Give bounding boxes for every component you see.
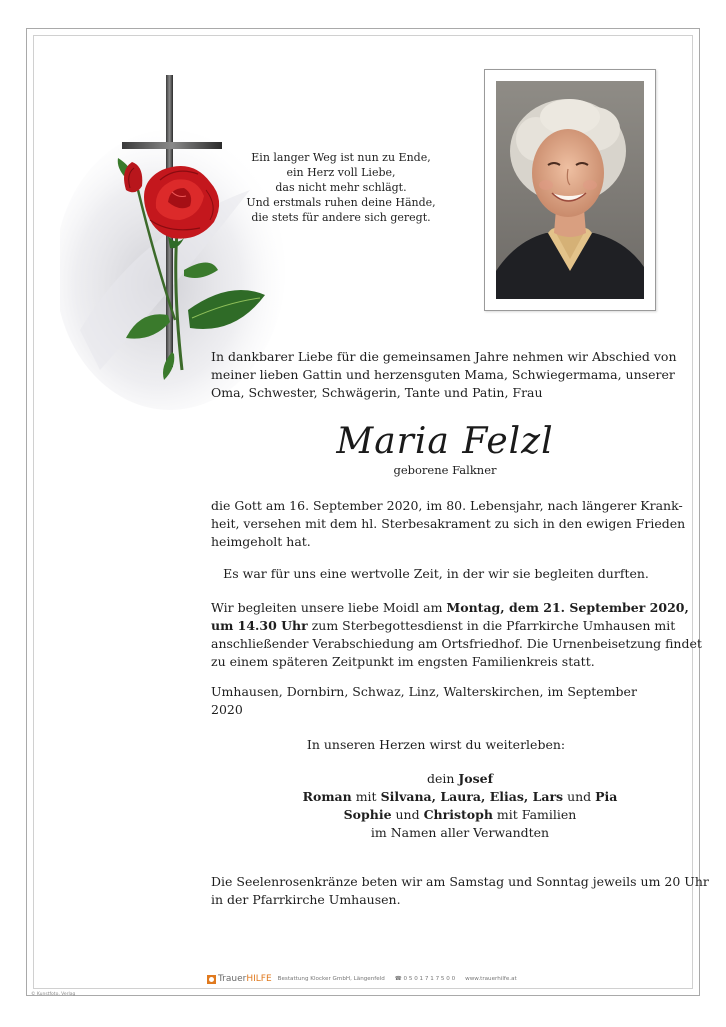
poem-line: Ein langer Weg ist nun zu Ende, bbox=[251, 151, 431, 164]
family-list bbox=[235, 770, 685, 842]
funeral-paragraph bbox=[211, 599, 702, 671]
text-span: mit Familien bbox=[492, 807, 577, 822]
text-line bbox=[211, 599, 689, 617]
family-line bbox=[235, 806, 685, 824]
poem bbox=[236, 150, 446, 225]
text-span: zum Sterbegottesdienst in die Pfarrkirche Umhausen mit bbox=[307, 618, 676, 633]
family-line bbox=[235, 770, 685, 788]
maiden-name: geborene Falkner bbox=[393, 463, 497, 477]
footer-url[interactable]: www.trauerhilfe.at bbox=[465, 976, 517, 982]
closing-line: In unseren Herzen wirst du weiterleben: bbox=[306, 737, 566, 752]
text-span: Wir begleiten unsere liebe Moidl am bbox=[211, 600, 447, 615]
family-line: im Namen aller Verwandten bbox=[370, 825, 550, 840]
portrait-photo bbox=[496, 81, 644, 299]
cross-horizontal bbox=[122, 142, 222, 149]
poem-line: das nicht mehr schlägt. bbox=[275, 181, 407, 194]
footer bbox=[207, 974, 607, 988]
brand-name: Trauer bbox=[218, 974, 247, 984]
family-name: Silvana, Laura, Elias, Lars bbox=[380, 789, 564, 804]
footer-phone: ☎ 0 5 0 1 7 1 7 5 0 0 bbox=[394, 976, 456, 982]
text-line: In dankbarer Liebe für die gemeinsamen Jahre nehmen wir Abschied von bbox=[211, 349, 677, 364]
places-line: Umhausen, Dornbirn, Schwaz, Linz, Walterskirchen, im September 2020 bbox=[211, 684, 637, 717]
family-name: Pia bbox=[595, 789, 618, 804]
text-line: heimgeholt hat. bbox=[211, 534, 311, 549]
brand-name-accent: HILFE bbox=[246, 974, 272, 984]
family-name: Josef bbox=[458, 771, 494, 786]
family-line bbox=[235, 788, 685, 806]
poem-line: Und erstmals ruhen deine Hände, bbox=[246, 196, 436, 209]
family-name: Christoph bbox=[423, 807, 493, 822]
death-paragraph bbox=[211, 497, 686, 551]
poem-line: ein Herz voll Liebe, bbox=[286, 166, 396, 179]
text-line: anschließender Verabschiedung am Ortsfriedhof. Die Urnenbeisetzung findet bbox=[211, 636, 702, 651]
text-line: die Gott am 16. September 2020, im 80. Lebensjahr, nach längerer Krank- bbox=[211, 498, 683, 513]
funeral-date: Montag, dem 21. September 2020, bbox=[446, 600, 689, 615]
copyright-note: © Kunstfoto, Verlag bbox=[31, 992, 76, 997]
trauerhilfe-logo-icon bbox=[207, 975, 216, 984]
poem-line: die stets für andere sich geregt. bbox=[251, 211, 431, 224]
text-line: meiner lieben Gattin und herzensguten Mama, Schwiegermama, unserer bbox=[211, 367, 675, 382]
intro-paragraph bbox=[211, 348, 677, 402]
text-span: und bbox=[391, 807, 424, 822]
text-line bbox=[211, 617, 676, 635]
text-line: zu einem späteren Zeitpunkt im engsten Familienkreis statt. bbox=[211, 654, 595, 669]
text-line: Die Seelenrosenkränze beten wir am Samstag und Sonntag jeweils um 20 Uhr bbox=[211, 874, 709, 889]
text-span: dein bbox=[426, 771, 459, 786]
text-span: mit bbox=[351, 789, 381, 804]
text-line: Oma, Schwester, Schwägerin, Tante und Patin, Frau bbox=[211, 385, 543, 400]
text-line: in der Pfarrkirche Umhausen. bbox=[211, 892, 401, 907]
footer-company: Bestattung Klocker GmbH, Längenfeld bbox=[277, 976, 385, 982]
deceased-name: Maria Felzl bbox=[336, 421, 554, 462]
family-name: Sophie bbox=[343, 807, 392, 822]
rosary-paragraph bbox=[211, 873, 709, 909]
memory-line: Es war für uns eine wertvolle Zeit, in der wir sie begleiten durften. bbox=[223, 566, 649, 581]
text-line: heit, versehen mit dem hl. Sterbesakrament zu sich in den ewigen Frieden bbox=[211, 516, 686, 531]
portrait-frame bbox=[484, 69, 656, 311]
funeral-time: um 14.30 Uhr bbox=[211, 618, 308, 633]
family-name: Roman bbox=[302, 789, 352, 804]
text-span: und bbox=[563, 789, 596, 804]
